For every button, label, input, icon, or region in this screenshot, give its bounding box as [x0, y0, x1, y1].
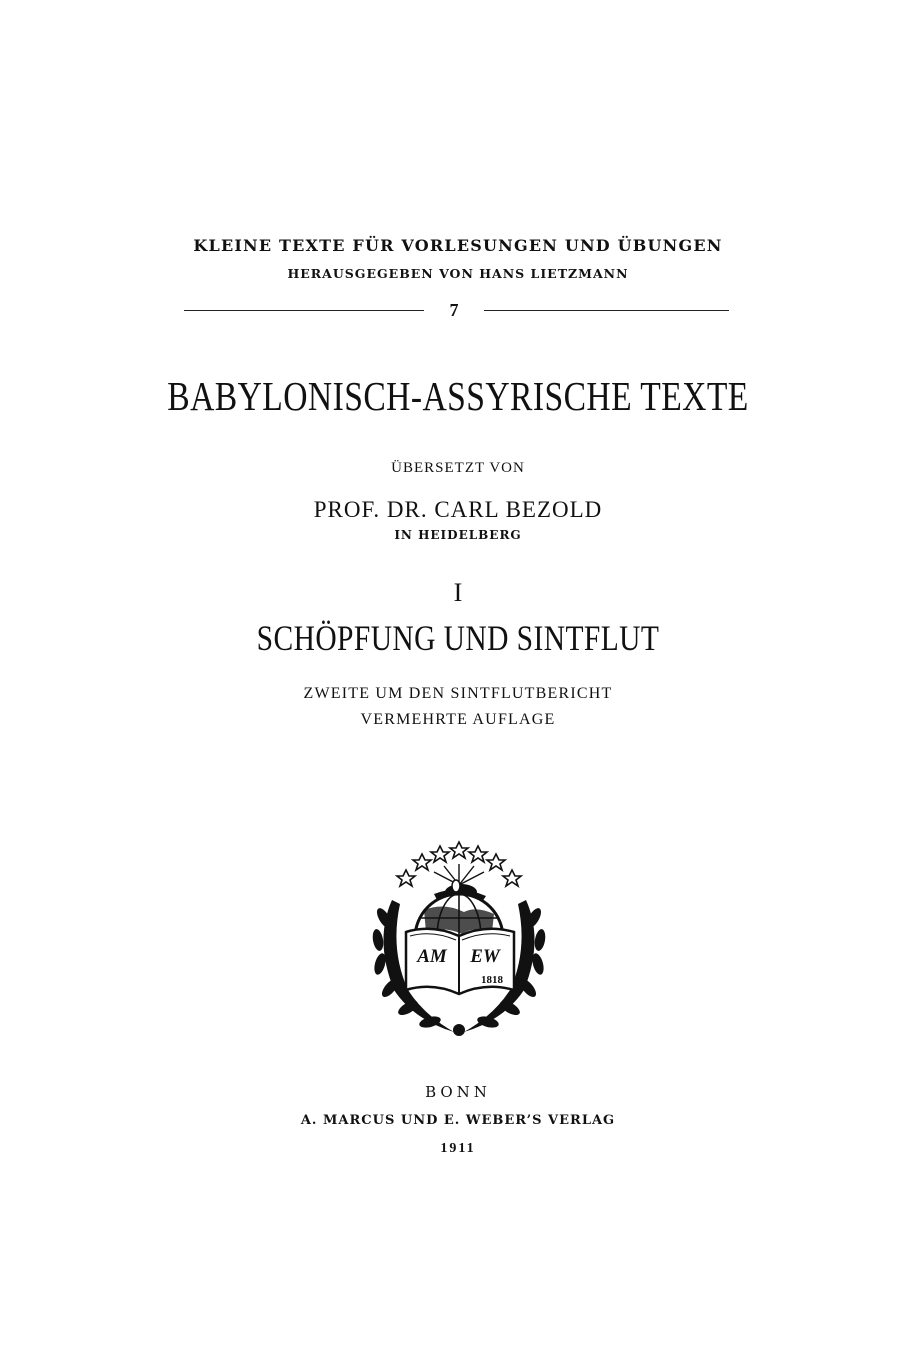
publisher-emblem-icon [364, 840, 554, 1040]
edition-note-line-1: ZWEITE UM DEN SINTFLUTBERICHT [303, 685, 613, 702]
translated-by-label: ÜBERSETZT VON [391, 460, 525, 476]
author-name: PROF. DR. CARL BEZOLD [313, 497, 603, 522]
book-title: BABYLONISCH-ASSYRISCHE TEXTE [167, 373, 749, 419]
author-place: IN HEIDELBERG [394, 528, 522, 542]
part-title: SCHÖPFUNG UND SINTFLUT [256, 618, 660, 658]
imprint-year: 1911 [440, 1141, 476, 1156]
imprint-city: BONN [425, 1083, 491, 1101]
series-title: KLEINE TEXTE FÜR VORLESUNGEN UND ÜBUNGEN [193, 236, 723, 255]
imprint-publisher: A. MARCUS UND E. WEBER’S VERLAG [300, 1113, 616, 1128]
emblem-monogram-right: EW [470, 946, 500, 967]
series-editor: HERAUSGEGEBEN VON HANS LIETZMANN [287, 266, 629, 281]
edition-note-line-2: VERMEHRTE AUFLAGE [360, 711, 556, 728]
part-numeral: I [453, 578, 463, 607]
rule-left [184, 310, 424, 311]
rule-right [484, 310, 729, 311]
emblem-year: 1818 [481, 974, 503, 986]
emblem-monogram-left: AM [417, 946, 447, 967]
series-number-rule [184, 300, 729, 322]
series-number: 7 [449, 300, 459, 320]
